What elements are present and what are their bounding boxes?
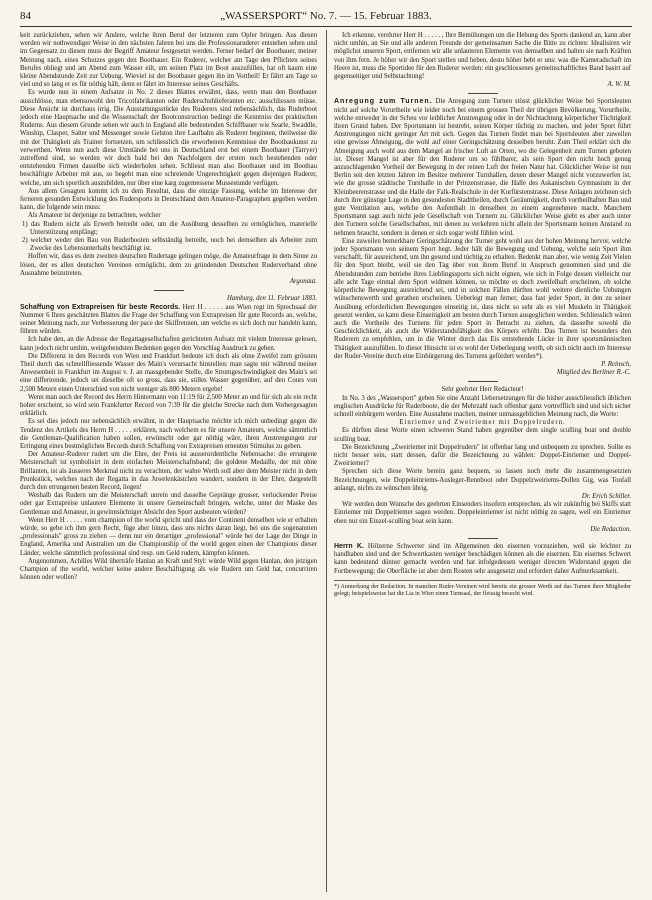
paragraph: Einriemer und Zweiriemer mit Doppelrudern.: [399, 419, 566, 427]
separator: [468, 381, 498, 382]
section-heading: Schaffung von Extrapreisen für beste Records.: [20, 303, 181, 311]
paragraph: Wir werden dem Wunsche des geehrten Einsenders insofern entsprechen, als wir zukünftig bei Skiffs statt Einriemer mit Doppelriemer sagen werden. Doppeleinriemer ist nicht nöthig zu sagen, weil ein Einriemer eben nur ein Einzel-sculling boat sein kann.: [334, 501, 631, 525]
paragraph: Hoffen wir, dass es dem zweiten deutschen Rudertage gelingen möge, die Amateurfrage in dem Sinne zu lösen, der es allen deutschen Vereinen ermöglicht, dem zu gründenden Deutschen Ruderverband ohne Ausnahme beizutreten.: [20, 253, 317, 277]
signature: Argonaut.: [289, 278, 317, 286]
page-header: [20, 10, 632, 26]
paragraph: Es wurde nun in einem Aufsatze in No. 2 dieses Blattes erwähnt, dass, wenn man den Bootbauer ausschlösse, man ebensowohl den Tricotfabrikanten oder Ruderschuhlieferanten etc. ausschliessen müsse. Diese Ansicht ist durchaus irrig. Die Ausstattungsstücke des Ruderers sind nebensächlich, das Ruderboot jedoch eine Hauptsache und die Wissenschaft der Bootconstruction bedingt die Kenntniss des praktischen Ruderns. Aus diesem Grunde sehen wir auch in England alle bedeutenden Schiffbauer wie Searle, Swaddle, Winship, Clasper, Salter und Messenger sowie Gelston ihre Laufbahn als Ruderer beginnen, theilweise die mit der Thätigkeit als Trainer fortsetzen, um schliesslich die erworbenen Kenntnisse der Bootbaukunst zu verwerthen. Wenn nun auch diese Umstände bei uns in Deutschland erst bei einem Bootbauer (Tarryer) zutreffend sind, so werden wir doch bald bei den Nachfolgern der ersten noch bestehenden oder entstehenden Firmen dasselbe sich wiederholen sehen. Schliesst man also Bootbauer und im Bootbau beschäftigte Arbeiter mit aus, so begeht man eine schreiende Ungerechtigkeit gegen diejenigen Ruderer, welche, um sich sportlich auszubilden, nur über eine karg zugemessene Mussestunde verfügen.: [20, 89, 317, 187]
paragraph: Aus allem Gesagten kommt ich zu dem Resultat, dass die einzige Fassung, welche im Interesse der ferneren gesunden Entwicklung des Rudersports in Deutschland dem Amateur-Paragraphen gegeben werden kann, die folgende sein muss:: [20, 187, 317, 212]
paragraph: Der Amateur-Ruderer rudert um die Ehre, der Preis ist ausserordentliche Nebensache: die errungene Meisterschaft ist symbolisirt in dem einfachen Meisterschaftsband; die goldene Medaille, der mit ohne Brillanten, ist als äusseres Merkmal nicht zu verachten, der wahre Werth soll aber dem Meister nicht in dem Prunkstück, welches nach der Regatta in das Juwelenkästchen wandert, sondern in der Ehre, dargestellt durch den errungenen besten Record, liegen!: [20, 451, 317, 491]
paragraph: Ich erkenne, verehrter Herr H . . . . . , Ihre Bemühungen um die Hebung des Sports dankend an, kann aber nicht umhin, an Sie und alle anderen Freunde der gemeinsamen Sache die Bitte zu richten: Idealisiren wir möglichst unseren Sport, entfernen wir alle unlauteren Elemente von demselben und halten sie nach Kräften von ihm fern. Je höher wir den Sport stellen und heben, desto höher hebt er uns: was die Kameradschaft im Heere ist, muss die Sportidee für den Ruderer werden: ein geschlossenes gemeinschaftliches Band basirt auf gegenseitiger und Selbstachtung!: [334, 32, 631, 81]
signature: P. Reinsch,: [601, 360, 631, 368]
paragraph: Herr H . . . . . aus Wien regt im Sprechsaal der Nummer 6 Ihres geschätzten Blattes die Frage der Schaffung von Extrapreisen für gute Records an, welche, seiner Meinung nach, zur Verbesserung der pace der Skiffrennen, um welche es sich doch nur handeln kann, führen würden.: [20, 303, 317, 336]
paragraph: Die Bezeichnung „Zweiriemer mit Doppelrudern" ist offenbar lang und unbequem zu sprechen. Sollte es nicht besser sein, statt dessen, dafür die Bezeichnung zu wählen: Doppel-Einriemer und Doppel-Zweiriemer?: [334, 443, 631, 468]
left-column: [20, 32, 317, 892]
page-number: 84: [20, 10, 31, 22]
separator: [468, 93, 498, 94]
separator: [154, 290, 184, 291]
signature: Die Redaction.: [590, 525, 631, 533]
footnote: *) Anmerkung der Redaction. In manchen Ruder-Vereinen wird bereits ein grosser Werth auf das Turnen ihrer Mitglieder gelegt; beispielsweise hat die Lia in Wien einen Turnsaal, der fleissig besucht wird.: [334, 580, 631, 599]
signature: A. W. M.: [607, 81, 631, 89]
dateline: Hamburg, den 11. Februar 1883.: [226, 295, 317, 303]
paragraph: keit zurückziehen, sehen wir Andere, welche ihren Beruf der letzteren zum Opfer bringen. Aus diesen werden wir nothwendiger Weise in den nächsten Jahren bei uns die Professionaruderer entstehen sehen und im Gegensatz zu diesen muss der Begriff Amateur festgesetzt werden. Ferner bedarf der Bootbauer, meiner Meinung nach, eines Schutzes gegen den Bootbauer. Ein Ruderer, welcher am Tage den Pflichten seines Berufes obliegt und am Abend zum Wasser eilt, um seinen Platz im Boot auszufüllen, hat oft kaum eine kleine Abendstunde Zeit zur Uebung. Wieviel ist der Bootbauer gegen ihn im Vortheil! Er fährt am Tage so viel und so lang er es für nöthig hält, denn er fährt im Interesse seines Geschäfts.: [20, 32, 317, 89]
paragraph: Die Anregung zum Turnen stösst glücklicher Weise bei Sportsleuten nicht auf solche Vorurtheile wie leider noch bei einem grossen Theil der übrigen Bevölkerung, Vorurtheile, welche entweder in der Scheu vor leiblicher Anstrengung oder in der Nichtachtung körperlicher Tüchtigkeit ihren Grund haben. Der Sportsmann ist bestrebt, seinen Körper tüchtig zu machen, und jeder Sport führt Anstrengungen nicht geringer Art mit sich. Gegen das Turnen findet man bei Sportsleuten aber zuweilen eine gewisse Abneigung, die wohl auf einer Geringschätzung desselben beruht. Zum Theil erklärt sich die Abneigung auch wohl aus dem Mangel an frischer Luft an Orten, wo die Gelegenheit zum Turnen geboten ist. Dieser Mangel ist aber für den Ruderer um so fühlbarer, als sein Sport den nicht hoch genug anzuschlagenden Vortheil der Bewegung in der reinen Luft der freien Natur hat. Glücklicher Weise ist nun Berlin seit den letzten Jahren im Besitze mehrerer Turnhallen, denen dieser Mangel nicht vorzuwerfen ist, wie die grosse städtische Turnhalle in der Prinzenstrasse, die Halle des Askanischen Gymnasium in der Kleinbeerenstrasse und die Halle der Falk-Realschule in der Kurfürstenstrasse. Diese Anlagen zeichnen sich durch ihre günstige Lage in den gesundesten Stadttheilen, durch Geräumigkeit, durch vortheilhaften Bau und gute Ventilation aus, welche den Aufenthalt in denselben zu einem angenehmen macht. Manchem Sportsmann sagt auch nicht jede Gesellschaft von Turnern zu. Glücklicher Weise giebt es aber auch unter den Turnern solche Gesellschaften, mit denen zu verkehren nicht allein der Sportsmann keinen Anstand zu nehmen braucht, sondern in denen er sich sogar wohl fühlen wird.: [334, 98, 631, 237]
paragraph: Hölzerne Schwerter sind im Allgemeinen den eisernen vorzuziehen, weil sie leichter zu handhaben sind und der Schwertkasten weniger beschädigen können als die eisernen. Ein eisernes Schwert kann bedeutend dünner gemacht werden und hat infolgedessen weniger directen Widerstand gegen die Fortbewegung; die Oberfläche ist aber dem Rosten sehr ausgesetzt und erfordert daher Aufmerksamkeit.: [334, 542, 631, 575]
right-column: [334, 32, 631, 892]
paragraph: In No. 3 des „Wassersport" geben Sie eine Anzahl Uebersetzungen für die bisher ausschliesslich üblichen englischen Ausdrücke für Ruderboote, die der Mehrzahl nach offenbar ganz vortrefflich sind und sich sicher schnell einbürgern werden. Eine Ausnahme machen, meiner unmassgeblichen Meinung nach, die Worte:: [334, 394, 631, 418]
signature-affiliation: Mitglied des Berliner R.-C.: [556, 369, 631, 377]
paragraph: Ich habe den, an die Adresse der Regattagesellschaften gerichteten Aufsatz mit vielem Interesse gelesen, kann jedoch nicht umhin, weitgehendsten Bedenken gegen den Vorschlag Ausdruck zu geben.: [20, 336, 317, 352]
section-heading: Herrn K.: [334, 542, 364, 550]
paragraph: Es sei dies jedoch nur nebensächlich erwähnt, in der Hauptsache möchte ich mich unbedingt gegen die Tendenz des Artikels des Herrn H . . . . . erklären, nach welchem es für unsere Amateurs, welche sämmtlich die Gentleman-Qualification haben sollen, erwünscht oder gar nöthig wäre, ihren Anstrengungen zur Erringung eines bestmöglichen Records durch Schaffung von Extrapreisen erneuten Stimulus zu geben.: [20, 418, 317, 450]
paragraph: Angenommen, Achilles Wild überträfe Hanlan an Kraft und Styl: würde Wild gegen Hanlan, den jetzigen Champion of the world, welcher keine andere Beschäftigung als wie Rudern um Geld hat, concurriren können oder wollen?: [20, 557, 317, 582]
paragraph: Weshalb das Rudern um die Meisterschaft unrein und dasselbe Gepränge grosser, verlockender Preise oder gar Extrapreise unlautere Elemente in unsere Gemeinschaft bringen, welche, unter der Maske des Gentleman und Amateur, in gewinnsüchtiger Absicht den Sport ausbeuten würden?: [20, 492, 317, 516]
column-divider: [326, 30, 327, 892]
paragraph: Die Differenz in den Records von Wien und Frankfurt bedeute ich doch als ohne Zweifel zum grössten Theil durch das schnellfliessende Wasser des Main's verursacht hinstellen: man sagte mir während meiner Anwesenheit in Frankfurt im August v. J. an massgebender Stelle, die Stromgeschwindigkeit des Main's sei eine differirende, jedoch sei dieselbe oft so gross, dass sie, stilles Wasser gegenüber, auf den Cours von 2,500 Metern einen Unterschied von nicht weniger als 800 Metern ergebe!: [20, 352, 317, 393]
salutation: Sehr geehrter Herr Redacteur!: [441, 386, 524, 394]
separator: [468, 538, 498, 539]
paragraph: Eine zuweilen bemerkbare Geringschätzung der Turner geht wohl aus der hohen Meinung hervor, welche jeder Sportsmann von seinem Sport hegt. Jeder hält die Bewegung und Uebung, welche sein Sport ihm verschafft, für ausreichend, um ihn gesund und tüchtig zu erhalten. Bedenkt man aber, wie wenig Zeit Vielen für den Sport bleibt, weil sie den Tag über von ihrem Beruf in Anspruch genommen sind und die Abendstunden zum betriebe ihres Lieblingssports sich nicht eignen, wie sich in Folge dessen vielleicht nur alle acht Tage einmal dem Sport widmen können, so möchte es doch zweifelhaft erscheinen, ob solche körperliche Bewegung ausreichend sei, und in solchen Fällen dürften wohl weitere dienliche Uebungen wünschenswerth und gerathen erscheinen. Ueberlegt man ferner, dass fast jeder Sport, in den zu seiner Ausübung erforderlichen Bewegungen einseitig ist, dass nicht so sehr als es viel Muskeln in Thätigkeit gesetzt werden, so kann diese Einseitigkeit am besten durch Turnen ausgeglichen werden. Schliesslich wären auch die Vortheile des Turnens für jeden Sport in Betracht zu ziehen, da dasselbe sowohl die Geschicklichkeit, als auch die Widerstandsfähigkeit des Körpers erhöht. Das Turnen ist besonders den Ruderern zu empfehlen, um in die Winter durch das Eis entstehende Lücke in ihrer sportsmännischen Thätigkeit auszufüllen. In dieser Hinsicht ist es wohl der Ueberlegung werth, ob sich nicht auch im Interesse der Ruder-Vereine durch eine Einbürgerung des Turnens gefördert werden*).: [334, 237, 631, 360]
header-rule: [20, 26, 632, 27]
paragraph: Als Amateur ist derjenige zu betrachten, welcher: [28, 212, 161, 220]
list-item: 2) welcher weder den Bau von Ruderbooten selbständig betreibt, noch bei demselben als Arbeiter zum Zwecke des Lebensunterhalts beschäftigt ist.: [22, 237, 317, 253]
running-title: „WASSERSPORT“ No. 7. — 15. Februar 1883.: [220, 10, 432, 22]
section-heading: Anregung zum Turnen.: [334, 98, 433, 106]
paragraph: Wenn Herr H . . . . . vom champion of the world spricht und dass der Continent denselben wie er erhalten würde, so gebe ich ihm gern Recht, füge aber hinzu, dass uns nichts daran liegt, bei uns die sogenannten „professionals" gross zu ziehen — denn nur ein derartiger „professional" würde bei der Lage der Dinge in England, Amerika und Australien um die Championship of the world gegen einen der Champions dieser Länder, welche sämmtlich professional sind resp. um Geld rudern, kämpfen können.: [20, 516, 317, 557]
list-item: 1) das Rudern nicht als Erwerb betreibt oder, um die Ausübung desselben zu ermöglichen, materielle Unterstützung empfängt;: [22, 220, 317, 236]
paragraph: Wenn man auch der Record des Herrn Hintermann von 11:19 für 2,500 Meter an und für sich als ein recht hoher erscheint, so wird sein Frankfurter Record von 7:39 für die gleiche Strecke nach dem Vorhergesagten erklärlich.: [20, 393, 317, 418]
paragraph: Es dürften diese Worte einen schweren Stand haben gegenüber dem single sculling boat und double sculling boat.: [334, 427, 631, 443]
paragraph: Sprechen sich diese Worte bereits ganz bequem, so lassen noch mehr die zusammengesetzten Bezeichnungen, wie Doppeleinriems-Ausleger-Rennboot oder Doppelzweiriems-Dollen Gig, was Tonfall anlangt, nichts zu wünschen übrig.: [334, 468, 631, 492]
signature: Dr. Erich Schiller.: [581, 492, 631, 500]
